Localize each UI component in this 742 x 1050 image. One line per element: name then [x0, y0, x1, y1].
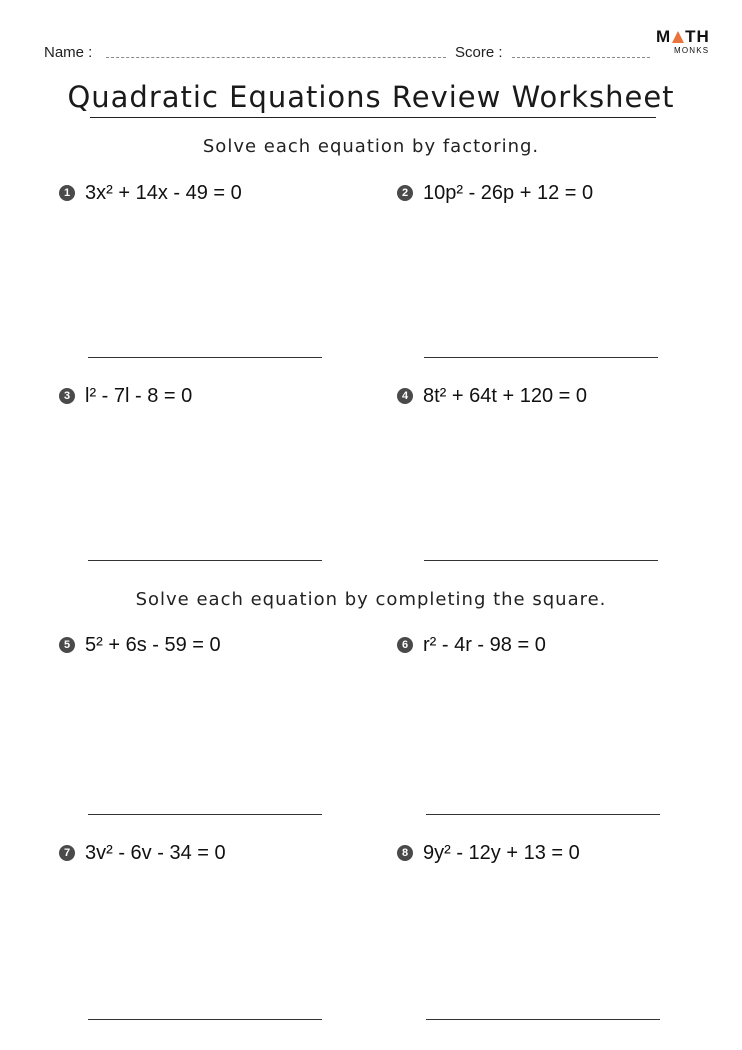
title-underline	[90, 117, 656, 118]
score-field[interactable]	[512, 57, 650, 58]
problem-7	[59, 840, 226, 866]
logo-triangle-icon	[672, 31, 684, 43]
problem-1	[59, 180, 242, 206]
problem-number-badge: 4	[397, 388, 413, 404]
name-label: Name :	[44, 44, 93, 61]
problem-2	[397, 180, 593, 206]
answer-line-6[interactable]	[426, 814, 660, 815]
problem-number-badge: 2	[397, 185, 413, 201]
answer-line-4[interactable]	[424, 560, 658, 561]
problem-equation: r² - 4r - 98 = 0	[423, 633, 546, 656]
problem-4	[397, 383, 587, 409]
name-field[interactable]	[106, 57, 446, 58]
problem-number-badge: 1	[59, 185, 75, 201]
section-instruction-factoring: Solve each equation by factoring.	[202, 136, 540, 157]
problem-number-badge: 6	[397, 637, 413, 653]
score-label: Score :	[455, 44, 503, 61]
problem-number-badge: 7	[59, 845, 75, 861]
problem-number-badge: 8	[397, 845, 413, 861]
problem-equation: l² - 7l - 8 = 0	[85, 384, 193, 407]
problem-equation: 3v² - 6v - 34 = 0	[85, 841, 226, 864]
problem-number-badge: 3	[59, 388, 75, 404]
problem-equation: 3x² + 14x - 49 = 0	[85, 181, 242, 204]
math-monks-logo	[656, 27, 718, 59]
problem-equation: 9y² - 12y + 13 = 0	[423, 841, 580, 864]
logo-monks-text: MONKS	[674, 46, 710, 55]
problem-equation: 8t² + 64t + 120 = 0	[423, 384, 588, 407]
problem-6	[397, 632, 546, 658]
problem-8	[397, 840, 580, 866]
worksheet-title: Quadratic Equations Review Worksheet	[67, 80, 675, 114]
problem-number-badge: 5	[59, 637, 75, 653]
problem-3	[59, 383, 192, 409]
section-instruction-completing-square: Solve each equation by completing the square.	[135, 589, 607, 610]
logo-wordmark: M TH	[656, 27, 710, 46]
answer-line-8[interactable]	[426, 1019, 660, 1020]
problem-equation: 10p² - 26p + 12 = 0	[423, 181, 594, 204]
answer-line-3[interactable]	[88, 560, 322, 561]
answer-line-5[interactable]	[88, 814, 322, 815]
answer-line-1[interactable]	[88, 357, 322, 358]
problem-equation: 5² + 6s - 59 = 0	[85, 633, 221, 656]
answer-line-2[interactable]	[424, 357, 658, 358]
answer-line-7[interactable]	[88, 1019, 322, 1020]
problem-5	[59, 632, 221, 658]
